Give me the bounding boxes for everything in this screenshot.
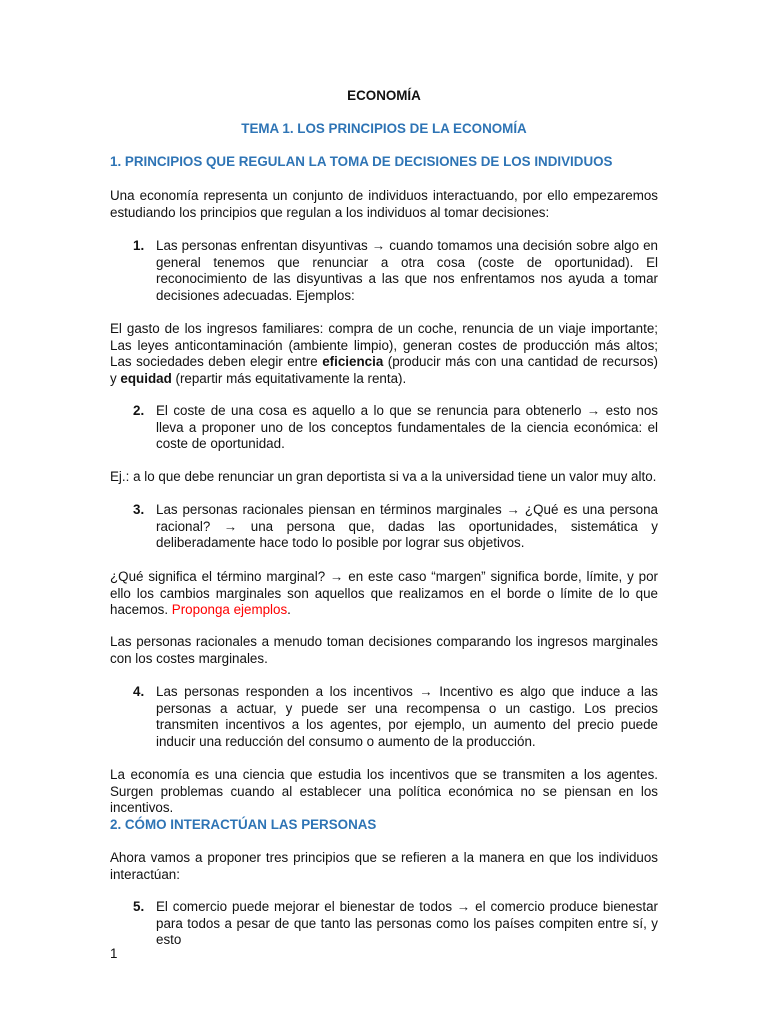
list-item-4: Las personas responden a los incentivos → Incentivo es algo que induce a las personas a actuar, y puede ser una recompensa o un castigo. Los precios transmiten incentivos a los agentes, por ejemplo, un aumento del precio puede inducir una reducción del consumo o aumento de la producción. (156, 684, 658, 749)
list-number-5: 5. (133, 899, 145, 914)
list-number-4: 4. (133, 684, 145, 699)
document-subtitle: TEMA 1. LOS PRINCIPIOS DE LA ECONOMÍA (241, 121, 527, 136)
list-item-1: Las personas enfrentan disyuntivas → cuando tomamos una decisión sobre algo en general tenemos que renunciar a otra cosa (coste de oportunidad). El reconocimiento de las disyuntivas a las que nos enfrentamos nos ayuda a tomar decisiones adecuadas. Ejemplos: (156, 238, 658, 303)
list-item-5: El comercio puede mejorar el bienestar de todos → el comercio produce bienestar para todos a pesar de que tanto las personas como los países compiten entre sí, y esto (156, 899, 658, 948)
section-heading-1: 1. PRINCIPIOS QUE REGULAN LA TOMA DE DECISIONES DE LOS INDIVIDUOS (110, 154, 613, 169)
paragraph-marginal: ¿Qué significa el término marginal? → en este caso “margen” significa borde, límite, y por ello los cambios marginales son aquellos que realizamos en el borde o límite de lo que hacemos. Proponga ejemplos. (110, 569, 658, 618)
section-heading-2: 2. CÓMO INTERACTÚAN LAS PERSONAS (110, 817, 377, 832)
highlight-red-text: Proponga ejemplos (171, 602, 288, 618)
paragraph-intro: Una economía representa un conjunto de individuos interactuando, por ello empezaremos estudiando los principios que regulan a los individuos al tomar decisiones: (110, 188, 658, 220)
list-number-3: 3. (133, 502, 145, 517)
document-title: ECONOMÍA (347, 88, 421, 103)
list-item-3: Las personas racionales piensan en términos marginales → ¿Qué es una persona racional? → una persona que, dadas las oportunidades, sistemática y deliberadamente hace todo lo posible por lograr sus objetivos. (156, 502, 658, 551)
list-number-2: 2. (133, 403, 145, 418)
list-number-1: 1. (133, 238, 145, 253)
paragraph-interaction-intro: Ahora vamos a proponer tres principios que se refieren a la manera en que los individuos interactúan: (110, 850, 658, 882)
list-item-2: El coste de una cosa es aquello a lo que se renuncia para obtenerlo → esto nos lleva a proponer uno de los conceptos fundamentales de la ciencia económica: el coste de oportunidad. (156, 403, 658, 452)
paragraph-example-athlete: Ej.: a lo que debe renunciar un gran deportista si va a la universidad tiene un valor muy alto. (110, 469, 657, 484)
paragraph-incentives: La economía es una ciencia que estudia los incentivos que se transmiten a los agentes. Surgen problemas cuando al establecer una política económica no se piensan en los incentivos. (110, 767, 658, 816)
page-number: 1 (110, 946, 118, 961)
paragraph-rational-decisions: Las personas racionales a menudo toman decisiones comparando los ingresos marginales con los costes marginales. (110, 634, 658, 666)
paragraph-examples: El gasto de los ingresos familiares: compra de un coche, renuncia de un viaje importante; Las leyes anticontaminación (ambiente limpio), generan costes de producción más altos; Las sociedades deben elegir entre eficiencia (producir más con una cantidad de recursos) y equidad (repartir más equitativamente la renta). (110, 321, 659, 386)
